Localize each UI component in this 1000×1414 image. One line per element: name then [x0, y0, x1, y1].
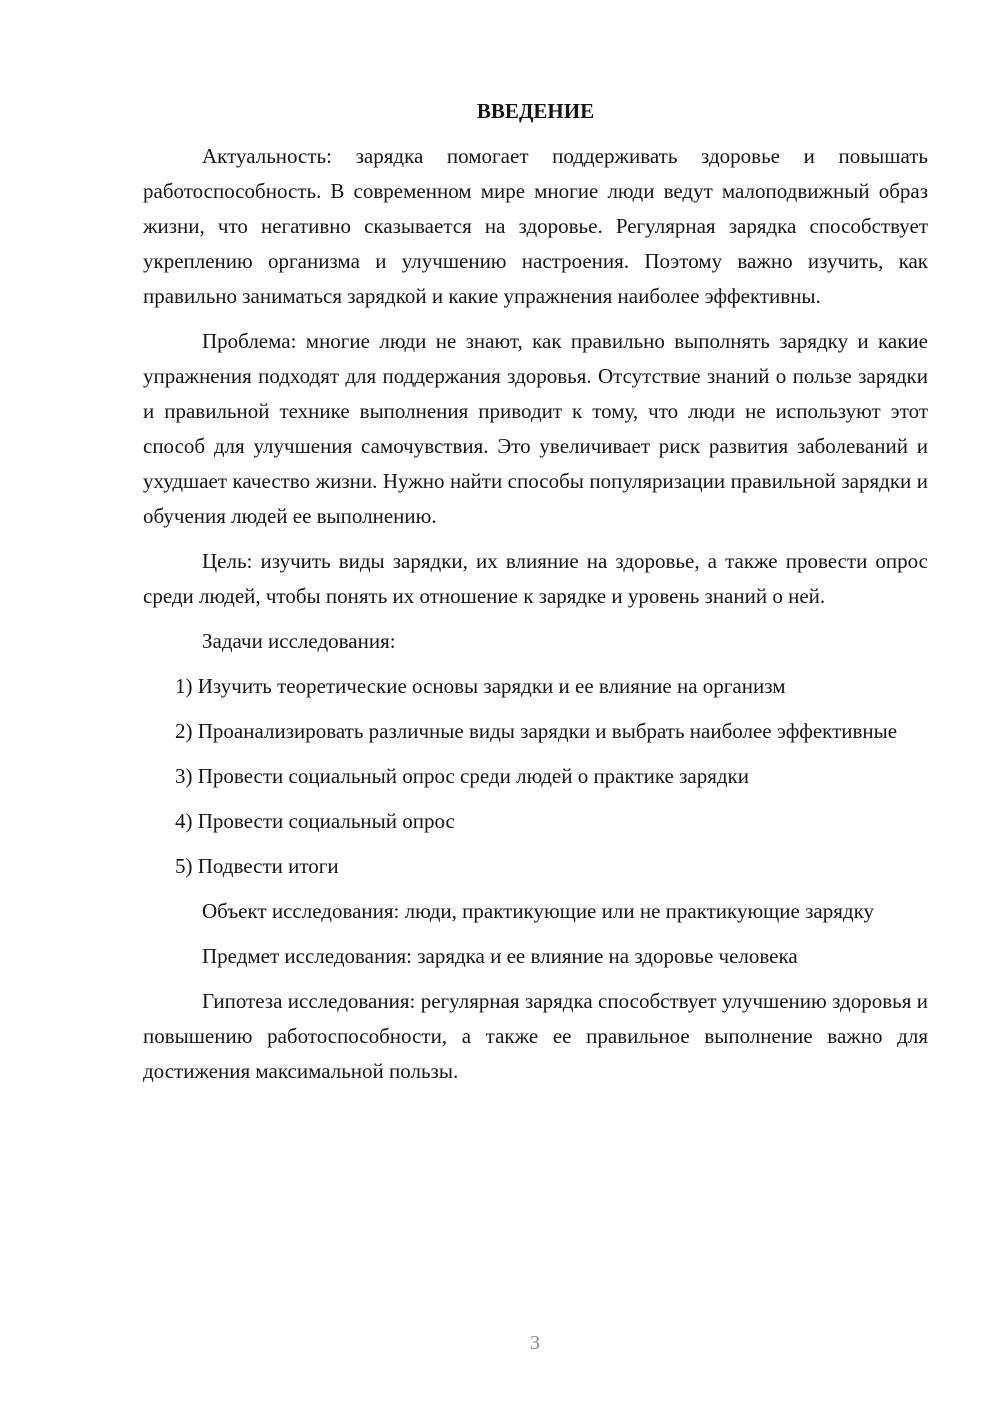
task-item-3: 3) Провести социальный опрос среди людей о практике зарядки — [175, 764, 749, 788]
paragraph-hypothesis: Гипотеза исследования: регулярная зарядка способствует улучшению здоровья и повышению работоспособности, а также ее правильное выполнение важно для достижения максимальной пользы. — [143, 989, 928, 1083]
tasks-heading: Задачи исследования: — [202, 629, 396, 653]
task-item-4: 4) Провести социальный опрос — [175, 809, 455, 833]
section-heading: ВВЕДЕНИЕ — [476, 99, 595, 123]
paragraph-object: Объект исследования: люди, практикующие или не практикующие зарядку — [202, 899, 874, 923]
paragraph-subject: Предмет исследования: зарядка и ее влияние на здоровье человека — [202, 944, 798, 968]
task-item-5: 5) Подвести итоги — [175, 854, 339, 878]
page-body — [143, 94, 928, 1099]
task-item-1: 1) Изучить теоретические основы зарядки и ее влияние на организм — [175, 674, 786, 698]
paragraph-problem: Проблема: многие люди не знают, как правильно выполнять зарядку и какие упражнения подходят для поддержания здоровья. Отсутствие знаний о пользе зарядки и правильной технике выполнения приводит к тому, что люди не используют этот способ для улучшения самочувствия. Это увеличивает риск развития заболеваний и ухудшает качество жизни. Нужно найти способы популяризации правильной зарядки и обучения людей ее выполнению. — [143, 329, 928, 528]
page-number: 3 — [530, 1332, 540, 1354]
paragraph-relevance: Актуальность: зарядка помогает поддерживать здоровье и повышать работоспособность. В современном мире многие люди ведут малоподвижный образ жизни, что негативно сказывается на здоровье. Регулярная зарядка способствует укреплению организма и улучшению настроения. Поэтому важно изучить, как правильно заниматься зарядкой и какие упражнения наиболее эффективны. — [143, 144, 928, 308]
paragraph-goal: Цель: изучить виды зарядки, их влияние на здоровье, а также провести опрос среди людей, чтобы понять их отношение к зарядке и уровень знаний о ней. — [143, 549, 928, 608]
task-item-2: 2) Проанализировать различные виды зарядки и выбрать наиболее эффективные — [175, 719, 898, 743]
